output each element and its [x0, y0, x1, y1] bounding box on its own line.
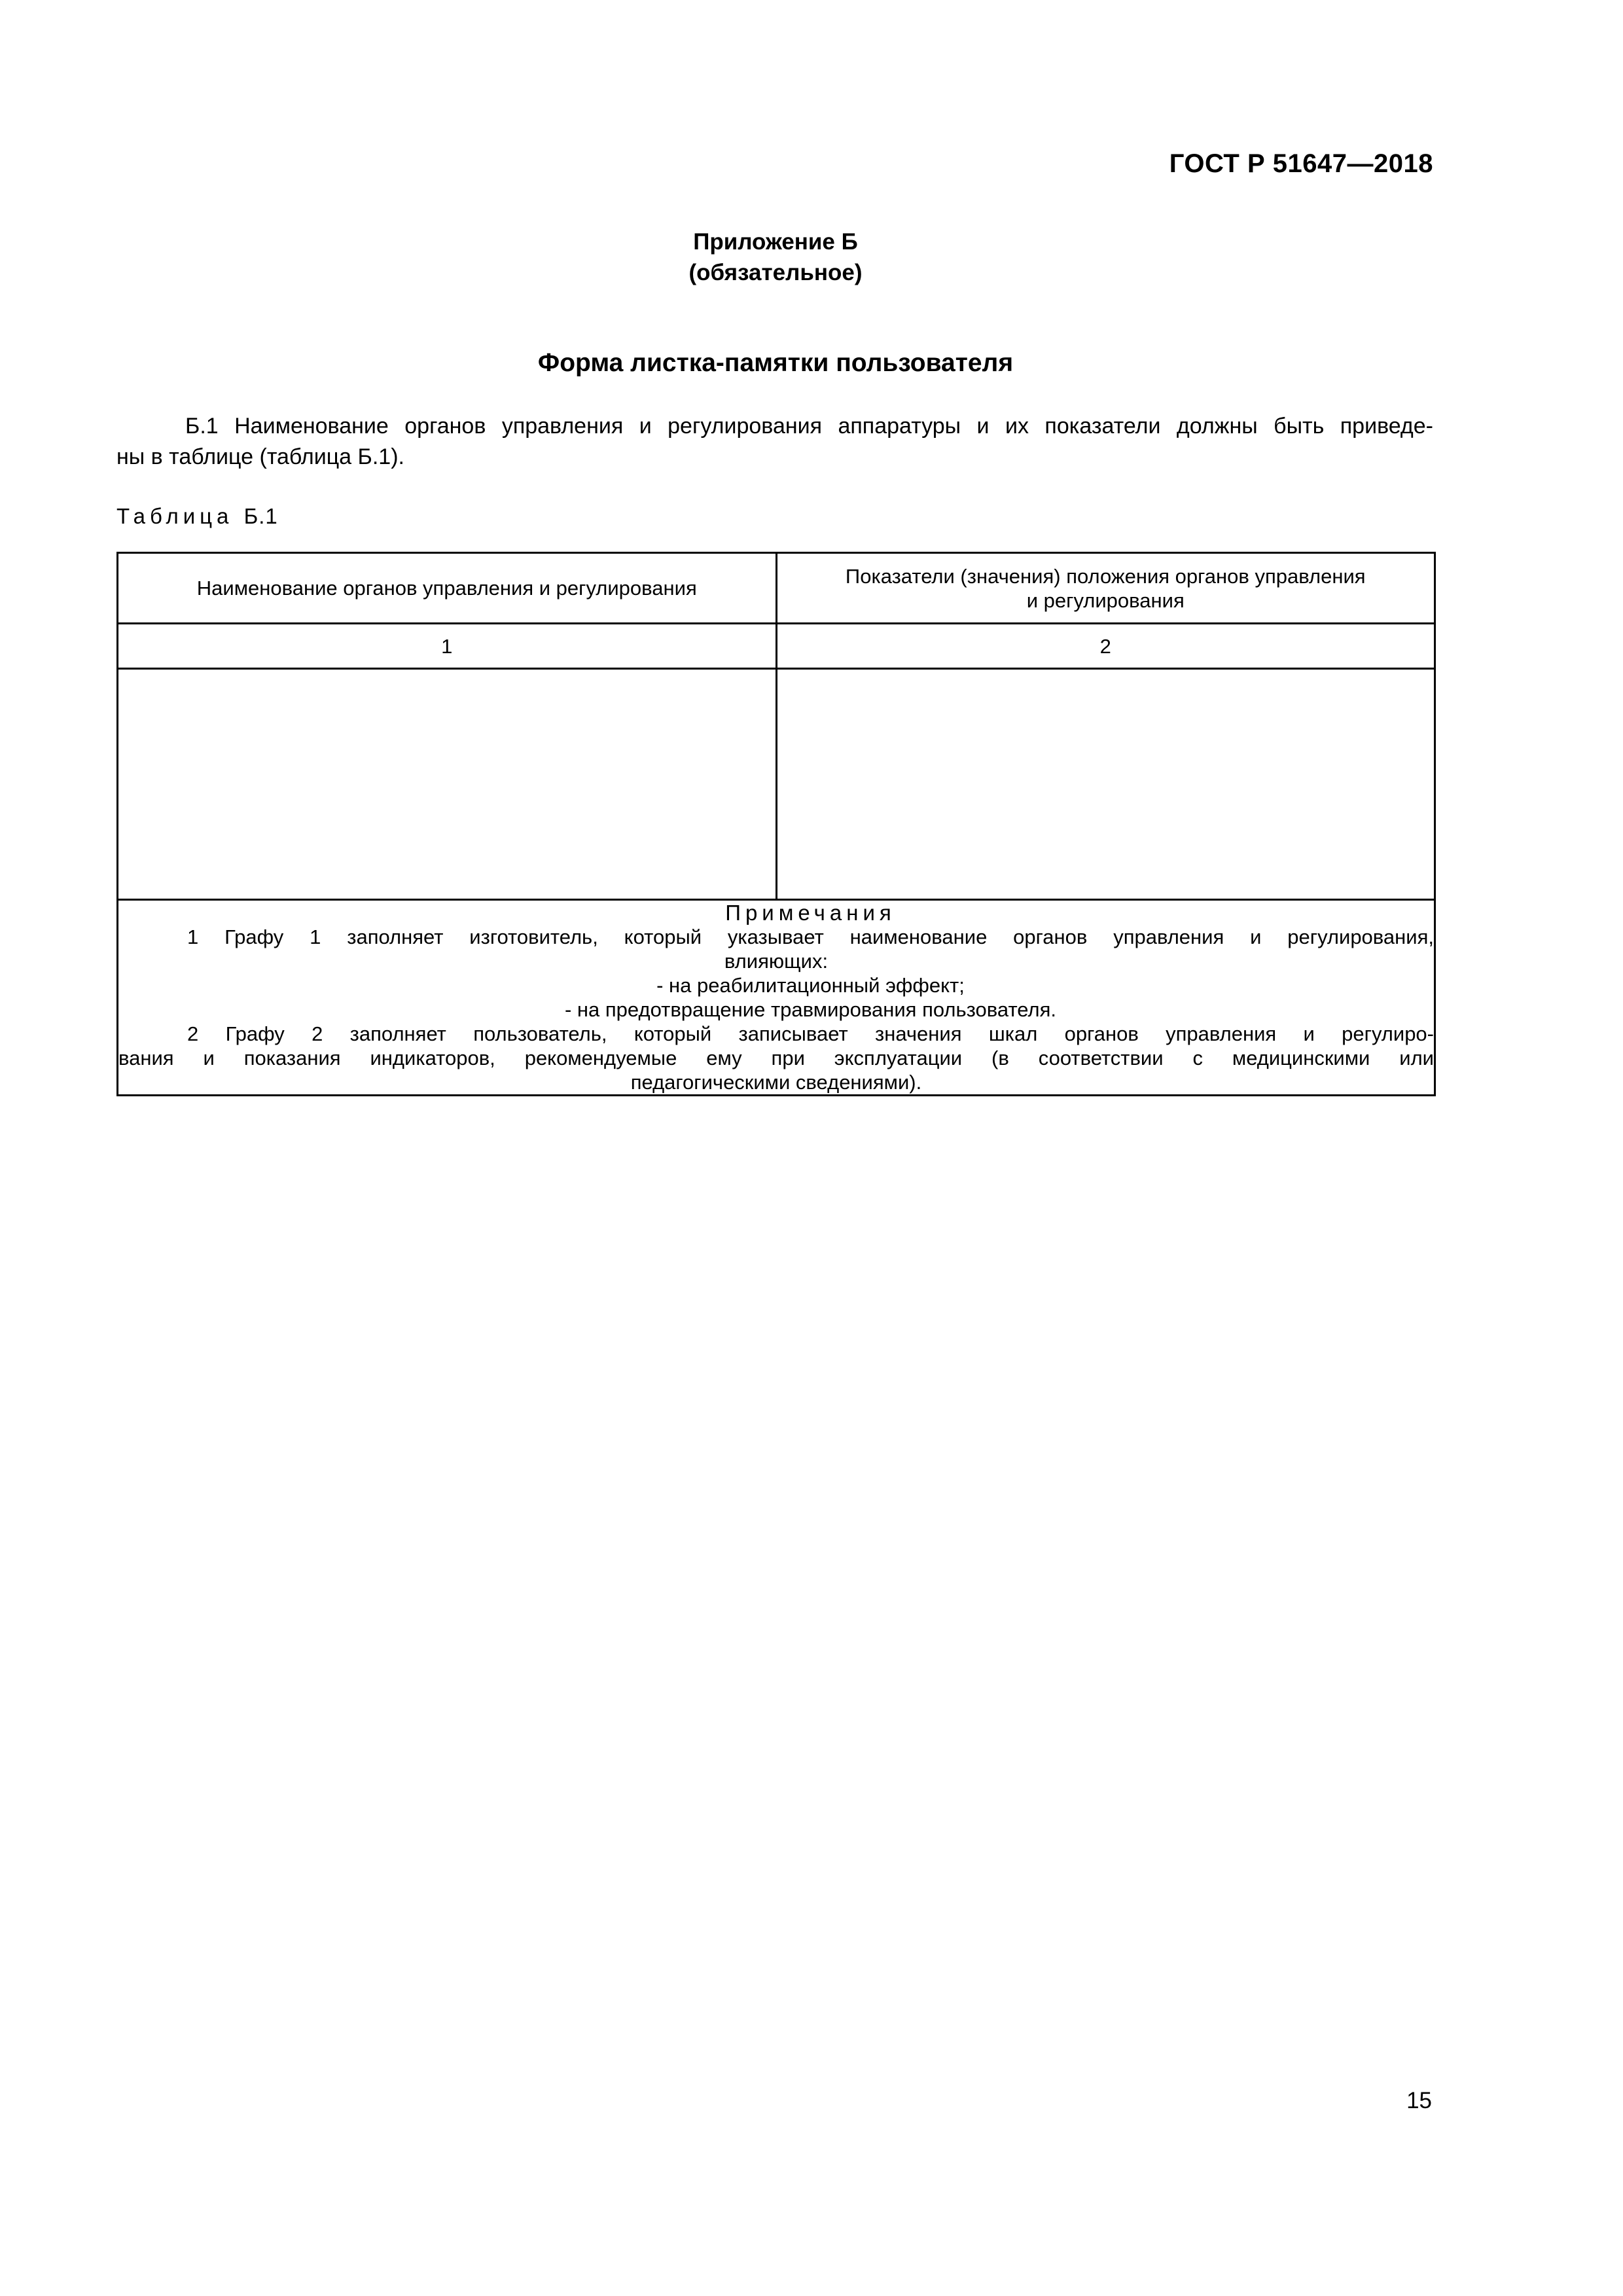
- table-caption-word: Таблица: [116, 504, 234, 528]
- column-header-1: Наименование органов управления и регулирования: [118, 553, 777, 624]
- column-header-2-line1: Показатели (значения) положения органов управления: [845, 564, 1366, 588]
- note-2-line3: педагогическими сведениями).: [630, 1071, 922, 1094]
- form-title: Форма листка-памятки пользователя: [537, 349, 1014, 377]
- note-1-line1: 1 Графу 1 заполняет изготовитель, который указывает наименование органов управления и регулирования,: [187, 925, 1434, 948]
- table-row: [118, 669, 1435, 900]
- note-1-line2: влияющих:: [724, 950, 829, 973]
- table-caption-number: Б.1: [243, 504, 278, 528]
- table-header-row: [118, 553, 1435, 624]
- clause-b1-line2: ны в таблице (таблица Б.1).: [116, 444, 404, 469]
- column-header-2-line2: и регулирования: [1026, 588, 1185, 612]
- document-code: ГОСТ Р 51647—2018: [1169, 149, 1433, 178]
- clause-b1-line1: Б.1 Наименование органов управления и регулирования аппаратуры и их показатели должны быть приведе-: [185, 414, 1433, 439]
- note-1-item-2: - на предотвращение травмирования пользователя.: [564, 998, 1056, 1021]
- column-number-1: 1: [118, 624, 777, 669]
- clause-b1: [116, 411, 1433, 473]
- notes-cell: [118, 900, 1435, 1096]
- table-caption: [116, 504, 278, 529]
- table-cell-col1[interactable]: [118, 669, 777, 900]
- page-number: 15: [1406, 2088, 1432, 2113]
- table-cell-col2[interactable]: [776, 669, 1435, 900]
- note-1-item-1: - на реабилитационный эффект;: [656, 974, 965, 997]
- appendix-status: (обязательное): [688, 260, 863, 285]
- column-number-2: 2: [776, 624, 1435, 669]
- table-b1: [116, 552, 1436, 1096]
- note-2-line2: вания и показания индикаторов, рекомендуемые ему при эксплуатации (в соответствии с медицинскими или: [118, 1047, 1434, 1069]
- column-header-2: [776, 553, 1435, 624]
- appendix-heading: [0, 226, 1551, 288]
- note-2-line1: 2 Графу 2 заполняет пользователь, который записывает значения шкал органов управления и регулиро-: [187, 1022, 1434, 1045]
- appendix-title: Приложение Б: [693, 229, 858, 255]
- notes-row: [118, 900, 1435, 1096]
- column-number-row: [118, 624, 1435, 669]
- notes-heading: Примечания: [725, 901, 896, 925]
